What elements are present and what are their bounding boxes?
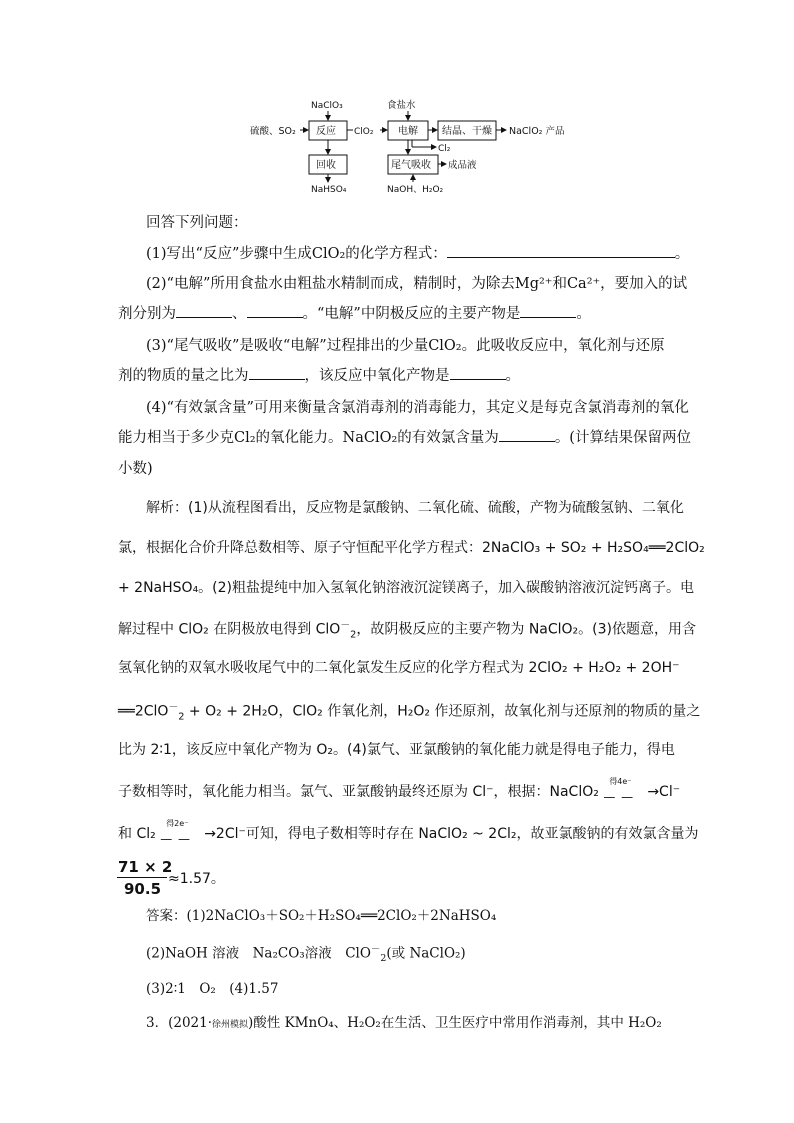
question-2-line1: (2)“电解”所用食盐水由粗盐水精制而成，精制时，为除去Mg²⁺和Ca²⁺，要加入的试 bbox=[146, 276, 688, 292]
next-question-3 bbox=[146, 1011, 662, 1031]
flow-cl2: Cl₂ bbox=[438, 144, 451, 154]
q2-text1: 剂分别为 bbox=[118, 306, 176, 322]
a2-sub: 2 bbox=[380, 953, 387, 965]
question-3-line2 bbox=[118, 364, 520, 385]
s9-arrow-label: 得2e⁻ bbox=[166, 819, 189, 828]
question-4-line1: (4)“有效氯含量”可用来衡量含氯消毒剂的消毒能力，其定义是每克含氯消毒剂的氧化 bbox=[146, 400, 689, 416]
q2-text2: 、 bbox=[232, 306, 247, 322]
q4-text2: 。(计算结果保留两位 bbox=[554, 430, 691, 446]
q1-end: 。 bbox=[674, 246, 690, 262]
q3-next-source: 徐州模拟 bbox=[212, 1020, 249, 1030]
solution-line-1: 解析：(1)从流程图看出，反应物是氯酸钠、二氧化硫、硫酸，产物为硫酸氢钠、二氧化 bbox=[146, 500, 684, 516]
s8-text-a: 子数相等时，氧化能力相当。氯气、亚氯酸钠最终还原为 Cl⁻，根据：NaClO₂ bbox=[118, 784, 599, 800]
q4-blank[interactable] bbox=[499, 427, 555, 442]
answer-line-2 bbox=[146, 941, 466, 964]
q3-next-text: )酸性 KMnO₄、H₂O₂在生活、卫生医疗中常用作消毒剂，其中 H₂O₂ bbox=[248, 1015, 662, 1031]
q3-text3: 。 bbox=[505, 368, 520, 384]
flow-box-recover: 回收 bbox=[316, 160, 336, 171]
fraction-denominator: 90.5 bbox=[124, 880, 162, 898]
s9-electron-arrow: 得2e⁻ — — bbox=[160, 819, 192, 846]
q3-text2: ，该反应中氧化产物是 bbox=[304, 368, 450, 384]
q2-blank-2[interactable] bbox=[247, 303, 303, 318]
s9-text-b: →2Cl⁻可知，得电子数相等时存在 NaClO₂ ~ 2Cl₂，故亚氯酸钠的有效氯含量为 bbox=[204, 826, 699, 842]
solution-line-7: 比为 2∶1，该反应中氧化产物为 O₂。(4)氯气、亚氯酸钠的氧化能力就是得电子能力，得电 bbox=[118, 742, 675, 758]
q3-next-prefix: 3．(2021· bbox=[146, 1015, 213, 1031]
s4-text-a: 解过程中 ClO₂ 在阴极放电得到 ClO bbox=[118, 621, 341, 638]
s8-text-b: →Cl⁻ bbox=[647, 784, 681, 800]
question-3-line1: (3)“尾气吸收”是吸收“电解”过程排出的少量ClO₂。此吸收反应中，氧化剂与还原 bbox=[146, 338, 665, 354]
q4-text1: 能力相当于多少克Cl₂的氧化能力。NaClO₂的有效氯含量为 bbox=[118, 430, 499, 446]
s4-text-b: ，故阴极反应的主要产物为 NaClO₂。(3)依题意，用含 bbox=[356, 621, 697, 638]
q3-blank-2[interactable] bbox=[450, 365, 506, 380]
a2-sup: － bbox=[370, 944, 381, 955]
flow-naclo3: NaClO₃ bbox=[311, 101, 343, 111]
s8-arrow-label: 得4e⁻ bbox=[609, 777, 632, 786]
s4-sup: － bbox=[340, 620, 351, 631]
question-2-line2 bbox=[118, 302, 591, 323]
s8-electron-arrow: 得4e⁻ — — bbox=[603, 777, 635, 804]
fraction-numerator: 71 × 2 bbox=[118, 858, 173, 876]
solution-line-6 bbox=[118, 699, 700, 722]
q2-text4: 。 bbox=[576, 306, 591, 322]
solution-line-5: 氢氧化钠的双氧水吸收尾气中的二氧化氯发生反应的化学方程式为 2ClO₂ + H₂O₂ + 2OH⁻ bbox=[118, 660, 680, 676]
answer-line-3: (3)2∶1 O₂ (4)1.57 bbox=[146, 981, 279, 997]
flow-box-crystal: 结晶、干燥 bbox=[442, 126, 492, 137]
flow-naoh: NaOH、H₂O₂ bbox=[387, 185, 444, 195]
solution-line-3: + 2NaHSO₄。(2)粗盐提纯中加入氢氧化钠溶液沉淀镁离子，加入碳酸钠溶液沉淀钙离子。电 bbox=[118, 580, 695, 596]
s6-text-a: ══2ClO bbox=[118, 703, 169, 720]
q2-blank-3[interactable] bbox=[520, 303, 576, 318]
solution-line-4 bbox=[118, 617, 696, 640]
q3-text1: 剂的物质的量之比为 bbox=[118, 368, 249, 384]
q2-text3: 。“电解”中阴极反应的主要产物是 bbox=[302, 306, 521, 322]
flow-box-tail: 尾气吸收 bbox=[391, 160, 431, 171]
question-4-line2 bbox=[118, 426, 691, 447]
process-flowchart bbox=[0, 0, 794, 200]
s4-sub: 2 bbox=[350, 629, 357, 641]
flow-product-liquid: 成品液 bbox=[448, 160, 477, 171]
question-4-line3: 小数) bbox=[118, 461, 153, 477]
s6-text-b: + O₂ + 2H₂O，ClO₂ 作氧化剂，H₂O₂ 作还原剂，故氧化剂与还原剂的物质的量之 bbox=[184, 703, 701, 720]
a2-text-a: (2)NaOH 溶液 Na₂CO₃溶液 ClO bbox=[146, 945, 371, 962]
flow-salt-water: 食盐水 bbox=[387, 100, 416, 111]
flow-box-reaction: 反应 bbox=[316, 126, 336, 137]
questions-intro: 回答下列问题： bbox=[146, 215, 248, 231]
solution-line-8 bbox=[118, 777, 681, 804]
flow-nahso4: NaHSO₄ bbox=[311, 185, 347, 195]
fraction-bar bbox=[117, 877, 167, 878]
s6-sub: 2 bbox=[178, 711, 185, 723]
s9-text-a: 和 Cl₂ bbox=[118, 826, 156, 842]
answer-line-1: 答案：(1)2NaClO₃＋SO₂＋H₂SO₄══2ClO₂＋2NaHSO₄ bbox=[146, 908, 497, 924]
fraction-result: ≈1.57。 bbox=[168, 871, 225, 887]
q2-blank-1[interactable] bbox=[176, 303, 232, 318]
solution-line-2: 氯，根据化合价升降总数相等、原子守恒配平化学方程式：2NaClO₃ + SO₂ + H₂SO₄══2ClO₂ bbox=[118, 540, 705, 556]
q1-blank[interactable] bbox=[447, 243, 675, 258]
solution-line-9 bbox=[118, 819, 699, 846]
flow-input-left: 硫酸、SO₂ bbox=[250, 126, 296, 137]
q3-blank-1[interactable] bbox=[249, 365, 305, 380]
flow-clo2: ClO₂ bbox=[354, 127, 374, 137]
q1-text: (1)写出“反应”步骤中生成ClO₂的化学方程式： bbox=[146, 246, 447, 262]
flow-box-electrolysis: 电解 bbox=[398, 126, 418, 137]
question-1 bbox=[146, 242, 689, 263]
a2-text-b: (或 NaClO₂) bbox=[386, 945, 466, 962]
flow-product: NaClO₂ 产品 bbox=[509, 126, 565, 137]
s6-sup: － bbox=[168, 702, 179, 713]
